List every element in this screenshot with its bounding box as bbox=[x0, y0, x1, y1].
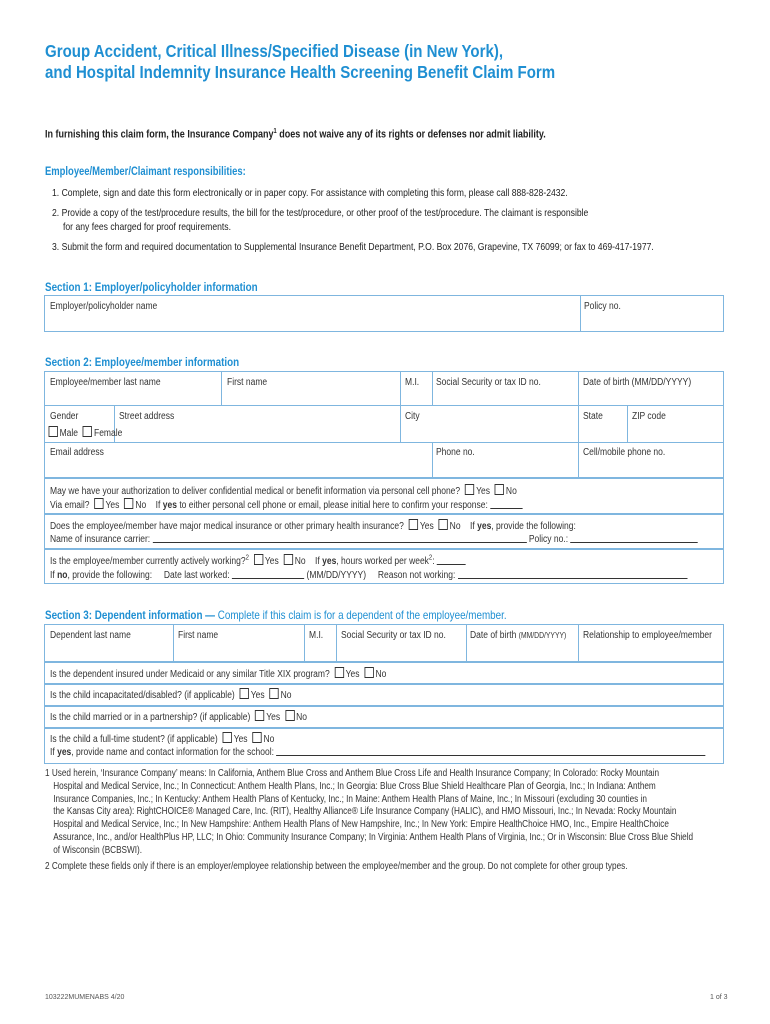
street-address-field[interactable]: Street address bbox=[119, 411, 175, 422]
hours-footnote-ref: 2 bbox=[428, 554, 433, 562]
initial-prompt-bold: yes bbox=[162, 500, 177, 511]
no-label: No bbox=[280, 690, 292, 701]
section-3-title: Section 3: Dependent information — bbox=[45, 608, 216, 622]
intro-statement bbox=[45, 128, 546, 141]
zip-field[interactable]: ZIP code bbox=[632, 411, 666, 422]
title-line-1: Group Accident, Critical Illness/Specified Disease (in New York), bbox=[45, 41, 504, 61]
responsibilities-heading: Employee/Member/Claimant responsibilities: bbox=[45, 166, 246, 178]
if-yes-post: , provide the following: bbox=[491, 521, 576, 532]
yes-label: Yes bbox=[476, 486, 490, 497]
female-label: Female bbox=[93, 428, 123, 439]
married-question-text: Is the child married or in a partnership? (if applicable) bbox=[50, 712, 251, 723]
footnote-1-line: the Kansas City area): RightCHOICE® Managed Care, Inc. (RIT), Healthy Alliance® Life Insurance Company (HALIC), and HMO Missouri, Inc.; In Nevada: Rocky Mountain bbox=[53, 806, 677, 818]
carrier-label: Name of insurance carrier: bbox=[50, 534, 151, 545]
student-question-text: Is the child a full-time student? (if applicable) bbox=[50, 734, 218, 745]
dependent-dob-format: (MM/DD/YYYY) bbox=[518, 631, 567, 640]
gender-options bbox=[46, 426, 122, 439]
incapacitated-question-text: Is the child incapacitated/disabled? (if applicable) bbox=[50, 690, 235, 701]
yes-label: Yes bbox=[105, 500, 120, 511]
employer-name-field[interactable]: Employer/policyholder name bbox=[50, 301, 158, 312]
school-row bbox=[50, 746, 706, 758]
authorization-email-row bbox=[50, 498, 523, 511]
no-label: No bbox=[505, 486, 517, 497]
if-no-bold: no bbox=[57, 570, 68, 581]
female-checkbox[interactable] bbox=[83, 426, 92, 437]
dependent-mi-field[interactable]: M.I. bbox=[309, 630, 324, 641]
title-line-2: and Hospital Indemnity Insurance Health Screening Benefit Claim Form bbox=[45, 62, 556, 82]
initial-input[interactable] bbox=[490, 499, 522, 509]
initial-prompt-pre: If bbox=[155, 500, 163, 511]
intro-text: In furnishing this claim form, the Insurance Company bbox=[45, 128, 274, 141]
state-field[interactable]: State bbox=[583, 411, 603, 422]
dependent-ssn-field[interactable]: Social Security or tax ID no. bbox=[341, 630, 446, 641]
employee-first-name-field[interactable]: First name bbox=[227, 377, 268, 388]
if-no-pre: If bbox=[50, 570, 58, 581]
date-last-worked-input[interactable] bbox=[232, 569, 304, 579]
male-checkbox[interactable] bbox=[49, 426, 58, 437]
yes-label: Yes bbox=[264, 556, 279, 567]
via-email-label: Via email? bbox=[50, 500, 90, 511]
carrier-row bbox=[50, 533, 698, 545]
hours-input[interactable] bbox=[437, 555, 466, 565]
authorization-question bbox=[50, 484, 517, 497]
incapacitated-yes-checkbox[interactable] bbox=[240, 688, 249, 699]
hours-pre: If bbox=[315, 556, 323, 567]
school-input[interactable] bbox=[276, 746, 705, 756]
footnote-1-line: 1 Used herein, ‘Insurance Company’ means: In California, Anthem Blue Cross and Anthem Blue Cross Life and Health Insurance Company; In Colorado: Rocky Mountain bbox=[45, 768, 660, 779]
footnote-1-line: Hospital and Medical Service, Inc.; In New Hampshire: Anthem Health Plans of New Hampshire, Inc.; In New York: Empire HealthChoice HMO, Inc., Empire HealthChoice bbox=[53, 819, 669, 831]
working-question-text: Is the employee/member currently actively working? bbox=[50, 556, 246, 567]
section-3-subtitle: Complete if this claim is for a dependent of the employee/member. bbox=[215, 608, 507, 622]
medicaid-yes-checkbox[interactable] bbox=[335, 667, 344, 678]
incapacitated-no-checkbox[interactable] bbox=[270, 688, 279, 699]
school-pre: If bbox=[50, 747, 58, 758]
major-medical-yes-checkbox[interactable] bbox=[409, 519, 418, 530]
page-number: 1 of 3 bbox=[710, 994, 728, 1001]
section-1-heading: Section 1: Employer/policyholder information bbox=[45, 280, 258, 294]
working-no-checkbox[interactable] bbox=[284, 554, 293, 565]
yes-label: Yes bbox=[419, 521, 434, 532]
date-format-hint: (MM/DD/YYYY) bbox=[306, 570, 367, 581]
student-no-checkbox[interactable] bbox=[252, 732, 261, 743]
hours-bold: yes bbox=[322, 556, 337, 567]
initial-prompt-post: to either personal cell phone or email, please initial here to confirm your response: bbox=[176, 500, 488, 511]
form-title bbox=[45, 41, 647, 83]
male-label: Male bbox=[59, 428, 79, 439]
dependent-last-name-field[interactable]: Dependent last name bbox=[50, 630, 131, 641]
date-last-worked-label: Date last worked: bbox=[163, 570, 230, 581]
working-footnote-ref: 2 bbox=[245, 554, 249, 562]
form-code: 103222MUMENABS 4/20 bbox=[45, 994, 125, 1001]
gender-label: Gender bbox=[50, 411, 79, 422]
footnote-1-line: of Wisconsin (BCBSWI). bbox=[53, 844, 143, 856]
school-bold: yes bbox=[57, 747, 72, 758]
auth-email-no-checkbox[interactable] bbox=[124, 498, 133, 509]
no-label: No bbox=[296, 712, 308, 723]
reason-label: Reason not working: bbox=[377, 570, 456, 581]
major-medical-question bbox=[50, 519, 576, 532]
dependent-dob-label: Date of birth bbox=[470, 630, 517, 641]
policy-number-field[interactable]: Policy no. bbox=[584, 301, 621, 312]
relationship-field[interactable]: Relationship to employee/member bbox=[583, 630, 712, 641]
dependent-first-name-field[interactable]: First name bbox=[178, 630, 219, 641]
cell-phone-field[interactable]: Cell/mobile phone no. bbox=[583, 447, 666, 458]
authorization-question-text: May we have your authorization to deliver confidential medical or benefit information via personal cell phone? bbox=[50, 486, 461, 497]
medicaid-question bbox=[50, 667, 386, 680]
auth-email-yes-checkbox[interactable] bbox=[94, 498, 103, 509]
intro-footnote-ref: 1 bbox=[273, 128, 277, 135]
major-medical-no-checkbox[interactable] bbox=[439, 519, 448, 530]
incapacitated-question bbox=[50, 688, 291, 701]
medicaid-no-checkbox[interactable] bbox=[364, 667, 373, 678]
major-medical-question-text: Does the employee/member have major medical insurance or other primary health insurance? bbox=[50, 521, 404, 532]
medicaid-question-text: Is the dependent insured under Medicaid or any similar Title XIX program? bbox=[50, 669, 330, 680]
no-label: No bbox=[449, 521, 461, 532]
reason-input[interactable] bbox=[458, 569, 688, 579]
email-field[interactable]: Email address bbox=[50, 447, 104, 458]
intro-text-end: does not waive any of its rights or defenses nor admit liability. bbox=[276, 128, 546, 141]
footnote-1 bbox=[45, 768, 717, 858]
carrier-policy-input[interactable] bbox=[570, 533, 698, 543]
if-yes-pre: If bbox=[470, 521, 478, 532]
employee-last-name-field[interactable]: Employee/member last name bbox=[50, 377, 161, 388]
yes-label: Yes bbox=[345, 669, 360, 680]
section-2-heading: Section 2: Employee/member information bbox=[45, 355, 240, 369]
carrier-input[interactable] bbox=[153, 533, 527, 543]
footnote-2: 2 Complete these fields only if there is an employer/employee relationship between the employee/member and the group. Do not complete for other group types. bbox=[45, 861, 628, 872]
responsibility-item-3: 3. Submit the form and required documentation to Supplemental Insurance Benefit Department, P.O. Box 2076, Grapevine, TX 76099; or fax to 469-417-1977. bbox=[52, 241, 654, 253]
footnote-1-line: Assurance, Inc., and/or HealthPlus HP, LLC; In Ohio: Community Insurance Company; In Virginia: Anthem Health Plans of Virginia, Inc.; Or in Wisconsin: Blue Cross Blue Shield bbox=[53, 831, 694, 843]
hours-post: , hours worked per week bbox=[336, 556, 429, 567]
student-question bbox=[50, 732, 274, 745]
auth-cell-no-checkbox[interactable] bbox=[495, 484, 504, 495]
footnote-1-line: Hospital and Medical Service, Inc.; In Connecticut: Anthem Health Plans, Inc.; In Georgia: Blue Cross Blue Shield Healthcare Plan of Georgia, Inc.; In Indiana: Anthem bbox=[53, 780, 656, 792]
auth-cell-yes-checkbox[interactable] bbox=[465, 484, 474, 495]
not-working-row bbox=[50, 569, 687, 581]
working-question: Is the employee/member currently actively working?$^2$ Yes No If yes, hours worked per week$^2$: bbox=[50, 554, 466, 567]
responsibility-item-1: 1. Complete, sign and date this form electronically or in paper copy. For assistance with completing this form, please call 888-828-2432. bbox=[52, 187, 568, 199]
no-label: No bbox=[375, 669, 387, 680]
dependent-dob-field[interactable] bbox=[470, 630, 566, 641]
no-label: No bbox=[263, 734, 275, 745]
employee-ssn-field[interactable]: Social Security or tax ID no. bbox=[436, 377, 541, 388]
yes-label: Yes bbox=[266, 712, 281, 723]
student-yes-checkbox[interactable] bbox=[223, 732, 232, 743]
married-no-checkbox[interactable] bbox=[285, 710, 294, 721]
if-yes-bold: yes bbox=[477, 521, 492, 532]
phone-field[interactable]: Phone no. bbox=[436, 447, 475, 458]
carrier-policy-label: Policy no.: bbox=[528, 534, 569, 545]
responsibility-item-2-cont: for any fees charged for proof requirements. bbox=[63, 221, 231, 233]
working-yes-checkbox[interactable] bbox=[254, 554, 263, 565]
school-post: , provide name and contact information for the school: bbox=[71, 747, 274, 758]
married-yes-checkbox[interactable] bbox=[255, 710, 264, 721]
if-no-post: , provide the following: bbox=[67, 570, 153, 581]
employee-dob-field[interactable]: Date of birth (MM/DD/YYYY) bbox=[583, 377, 692, 388]
section-3-heading bbox=[45, 608, 507, 622]
no-label: No bbox=[135, 500, 147, 511]
married-question bbox=[50, 710, 307, 723]
employee-mi-field[interactable]: M.I. bbox=[405, 377, 420, 388]
responsibility-item-2: 2. Provide a copy of the test/procedure results, the bill for the test/procedure, or other proof of the test/procedure. The claimant is responsible bbox=[52, 207, 589, 219]
city-field[interactable]: City bbox=[405, 411, 420, 422]
no-label: No bbox=[294, 556, 306, 567]
yes-label: Yes bbox=[250, 690, 265, 701]
footnote-1-line: Insurance Companies, Inc.; In Kentucky: Anthem Health Plans of Kentucky, Inc.; In Maine: Anthem Health Plans of Maine, Inc.; In Missouri (excluding 30 counties in bbox=[53, 793, 647, 805]
yes-label: Yes bbox=[233, 734, 248, 745]
